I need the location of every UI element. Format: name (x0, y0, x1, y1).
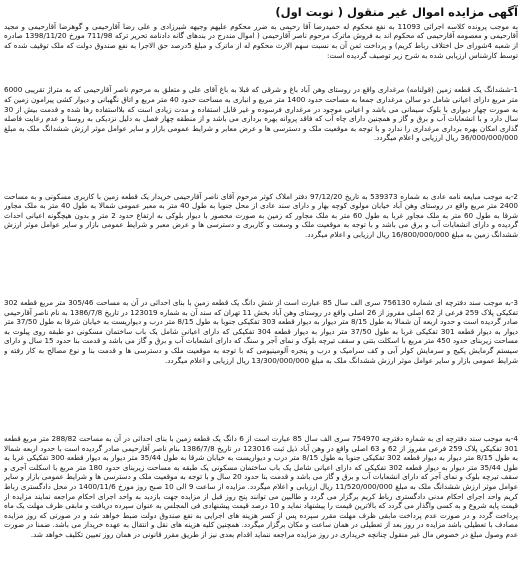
notice-item-3-paragraph: 3-به موجب سند دفترچه ای شماره 756130 سری الف سال 85 عبارت است از شش دانگ یک قطعه زمین با بنای احداثی در آن به مساحت 305/46 متر مربع قطعه 302 تفکیکی پلاک 259 فرعی از 62 اصلی مفروز از 26 اصلی واقع در روستای وهن آباد بخش 11 تهران که سند آن به شماره 123019 در تاریخ 1386/7/8 به نام ناصر آقارحیمی صادر گردیده است و حدود اربعه آن شمالا به طول 8/15 متر دیوار به دیوار قطعه 303 تفکیکی جنوبا به طول 8/15 متر درب و دیواریست به خیابان شرقا به طول 37/50 متر دیوار به دیوار قطعه 301 تفکیکی غربا به طول 37/50 متر دیوار به دیوار قطعه 304 تفکیکی که دارای اعیانی شامل یک باب ساختمان مسکونی دو طبقه روی پیلوت به مساحت زیربنای حدود 450 متر مربع با اسکلت بتنی و سقف تیرچه بلوک و نمای آجر و سنگ که دارای انشعابات آب و برق و گاز می باشد و قدمت بنا حدود 15 سال و دارای سیستم گرمایش پکیج و سرمایش کولر آبی و کف سرامیک و درب و پنجره آلومینیومی که با توجه به موقعیت ملک و دسترسی ها و قدمت بنا و نوع مصالح به کار رفته و شرایط عمومی بازار و سایر عوامل موثر ارزش ششدانگ ملک به مبلغ 13/300/000/000 ریال ارزیابی و اعلام میگردد. (4, 297, 518, 365)
notice-title: آگهی مزایده اموال غیر منقول ( نوبت اول) (275, 5, 518, 19)
notice-intro-paragraph: به موجب پرونده کلاسه اجرائی 11093 به نفع محکوم له حمیدرضا آقا رحیمی به ضرر محکوم علیهم وجیهه شیرزادی و علی رضا آقارحیمی و گوهرضا آقارحیمی و مجید آقارحیمی و معصومه آقارحیمی که محکوم اند به فروش ماترک مرحوم ناصر آقارحیمی ( اموال مندرج در بندهای گانه دادنامه تحریر ترکه 711/98 مورخ 1398/11/20 صادره از شعبه 4شورای حل اختلاف رباط کریم) و پرداخت ثمن آن به نسبت سهم الارث محکوم له از ماترک و مبلغ 5درصد حق الاجرا به نفع صندوق دولت که ملک توقیف شده که توسط کارشناس ارزیابی شده به شرح زیر توصیف گردیده است: (4, 21, 518, 60)
notice-item-2-paragraph: 2-به موجب مبایعه نامه عادی به شماره 539373 به تاریخ 97/12/20 دفتر املاک کوثر مرحوم آقای ناصر آقارحیمی خریدار یک قطعه زمین با کاربری مسکونی و به مساحت 2400 متر مربع واقع در روستای وهن آباد خیابان مولوی کوچه بهار و دارای سند عادی از محل جنوبا به طول 40 متر به معبر عمومی شمالا به طول 40 متر به ملک مجاور شرقا به طول 60 متر به ملک مجاور غربا به طول 60 متر به ملک مجاور که زمین به صورت محصور با دیوار بلوکی به ارتفاع حدود 2 متر و بدون هیچگونه اعیانی احداث گردیده و دارای انشعابات آب و برق می باشد و با توجه به موقعیت ملک و وسعت و کاربری و دسترسی ها و عرض معبر و شرایط عمومی بازار و سایر عوامل موثر ارزش ششدانگ زمین به مبلغ 16/800/000/000 ریال ارزیابی و اعلام میگردد. (4, 191, 518, 240)
notice-item-4-paragraph: 4-به موجب سند دفترچه ای به شماره دفترچه 754970 سری الف سال 85 عبارت است از 6 دانگ یک قطعه زمین با بنای احداثی در آن به مساحت 288/82 متر مربع قطعه 301 تفکیکی پلاک 259 فرعی مفروز از 62 و 63 اصلی واقع در وهن آباد ذیل ثبت 123016 در تاریخ 1386/7/8 بنام ناصر آقارحیمی صادر گردیده است با حدود اربعه شمالا به طول 8/15 متر دیوار به دیوار قطعه 302 تفکیکی جنوبا به طول 8/15 متر درب و دیواریست به خیابان شرقا به طول 35/44 متر دیوار به دیوار قطعه 300 تفکیکی غربا به طول 35/44 متر دیوار به دیوار قطعه 302 تفکیکی که دارای اعیانی شامل یک باب ساختمان مسکونی یک طبقه به مساحت زیربنای حدود 180 متر مربع با اسکلت آجری و سقف تیرچه بلوک و نمای آجر که دارای انشعابات آب و برق و گاز می باشد و قدمت بنا حدود 20 سال و با توجه به موقعیت ملک و دسترسی ها و شرایط عمومی بازار و سایر عوامل موثر ارزش ششدانگ ملک به مبلغ 11/520/000/000 ریال ارزیابی و اعلام میگردد. مزایده از ساعت 9 الی 10 صبح روز مورخ 1400/11/6 در محل دادگستری رباط کریم واحد اجرای احکام مدنی دادگستری رباط کریم برگزار می گردد و طالبین می توانند پنج روز قبل از مزایده جهت بازدید به واحد اجرای احکام مراجعه نمایند مزایده از قیمت پایه شروع و به کسی واگذار می گردد که بالاترین قیمت را پیشنهاد نماید و 10 درصد قیمت پیشنهادی فی المجلس به عنوان سپرده دریافت و مابقی ظرف مهلت یک ماه پرداخت گردد و در صورت عدم پرداخت مابقی ظرف مهلت مقرر سپرده پس از کسر هزینه های اجرایی به نفع صندوق دولت ضبط خواهد شد و در صورتی که روز مزایده مصادف با تعطیلی باشد مزایده در روز بعد از تعطیلی در همان ساعت و مکان برگزار میگردد. همچنین کلیه هزینه های نقل و انتقال به عهده خریدار می باشد. ضمنا در صورت عدم وصول مبلغ در خصوص مال غیر منقول چنانچه خریداری در روز مزایده مراجعه ننماید اقدام بعدی نیز از طریق مقرر قانونی در همان روز تعیین تکلیف خواهد شد. (4, 433, 518, 539)
notice-item-1-paragraph: 1-ششدانگ یک قطعه زمین (قولنامه) مرغداری واقع در روستای وهن آباد باغ و شرقی که قبلا به باغ آقای علی و متعلق به مرحوم ناصر آقارحیمی که به متراژ تقریبی 6000 متر مربع دارای اعیانی شامل دو سالن مرغداری جمعا به مساحت حدود 1400 متر مربع و انباری به مساحت حدود 40 متر مربع و اتاق نگهبانی و دیوار کشی پیرامون زمین که به صورت چهار دیواری با بلوک سیمانی می باشد و اعیانی موجود در مرغداری فرسوده و غیر قابل استفاده و مدت زیادی است که بلااستفاده رها شده و قدمت بیش از 30 سال دارد و با انشعابات آب و برق و گاز و همچنین دارای چاه آب که فاقد پروانه بهره برداری می باشد و از منطقه چهار فصل به دلیل نزدیکی به روستا و عدم رعایت فاصله گذاری امکان بهره برداری مرغداری را ندارد و با توجه به موقعیت ملک و دسترسی ها و عرض معابر و شرایط عمومی بازار و سایر عوامل موثر ارزش ششدانگ ملک به مبلغ 36/000/000/000 ریال ارزیابی و اعلام میگردد. (4, 85, 518, 143)
